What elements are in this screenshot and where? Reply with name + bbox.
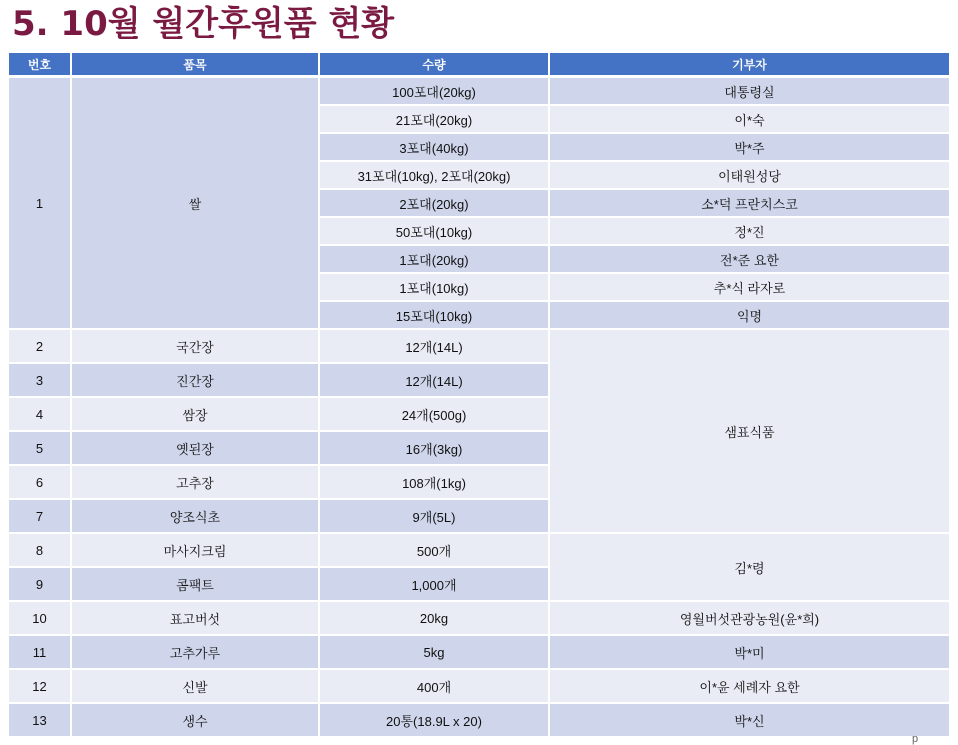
cell-item: 옛된장 (72, 432, 320, 466)
cell-number: 11 (9, 636, 72, 670)
cell-item: 쌈장 (72, 398, 320, 432)
cell-item: 생수 (72, 704, 320, 738)
cell-quantity: 12개(14L) (320, 364, 550, 398)
cell-donor: 박*미 (550, 636, 949, 670)
table-row (9, 636, 949, 670)
cell-number: 9 (9, 568, 72, 602)
cell-donor: 박*신 (550, 704, 949, 738)
cell-quantity: 20통(18.9L x 20) (320, 704, 550, 738)
cell-number: 12 (9, 670, 72, 704)
cell-item: 고추장 (72, 466, 320, 500)
cell-quantity: 20kg (320, 602, 550, 636)
cell-donor: 김*령 (550, 534, 949, 602)
cell-quantity: 15포대(10kg) (320, 302, 550, 330)
header-number: 번호 (9, 53, 72, 78)
cell-quantity: 500개 (320, 534, 550, 568)
cell-number: 10 (9, 602, 72, 636)
header-donor: 기부자 (550, 53, 949, 78)
cell-quantity: 31포대(10kg), 2포대(20kg) (320, 162, 550, 190)
cell-quantity: 1포대(10kg) (320, 274, 550, 302)
cell-quantity: 400개 (320, 670, 550, 704)
cell-quantity: 1,000개 (320, 568, 550, 602)
cell-donor: 전*준 요한 (550, 246, 949, 274)
table-header-row (9, 53, 949, 78)
cell-item: 표고버섯 (72, 602, 320, 636)
cell-number: 4 (9, 398, 72, 432)
cell-quantity: 16개(3kg) (320, 432, 550, 466)
cell-donor: 정*진 (550, 218, 949, 246)
cell-quantity: 50포대(10kg) (320, 218, 550, 246)
cell-number: 5 (9, 432, 72, 466)
cell-quantity: 24개(500g) (320, 398, 550, 432)
header-item: 품목 (72, 53, 320, 78)
cell-item: 콤팩트 (72, 568, 320, 602)
cell-number: 2 (9, 330, 72, 364)
cell-quantity: 5kg (320, 636, 550, 670)
page-corner-mark: p (912, 733, 919, 745)
cell-quantity: 21포대(20kg) (320, 106, 550, 134)
cell-donor: 추*식 라자로 (550, 274, 949, 302)
donations-table (9, 53, 949, 738)
table-row (9, 602, 949, 636)
cell-donor: 박*주 (550, 134, 949, 162)
cell-item: 국간장 (72, 330, 320, 364)
cell-quantity: 100포대(20kg) (320, 78, 550, 106)
cell-donor: 이태원성당 (550, 162, 949, 190)
cell-item: 진간장 (72, 364, 320, 398)
cell-quantity: 3포대(40kg) (320, 134, 550, 162)
cell-number: 13 (9, 704, 72, 738)
cell-donor: 익명 (550, 302, 949, 330)
cell-item: 마사지크림 (72, 534, 320, 568)
table-row (9, 670, 949, 704)
table-row (9, 704, 949, 738)
page-title: 5. 10월 월간후원품 현황 (12, 4, 395, 44)
cell-number: 6 (9, 466, 72, 500)
cell-item: 고추가루 (72, 636, 320, 670)
cell-item: 신발 (72, 670, 320, 704)
table-row (9, 534, 949, 568)
cell-item: 쌀 (72, 78, 320, 330)
cell-donor: 샘표식품 (550, 330, 949, 534)
cell-number: 1 (9, 78, 72, 330)
table-row (9, 78, 949, 106)
cell-item: 양조식초 (72, 500, 320, 534)
cell-number: 8 (9, 534, 72, 568)
cell-donor: 이*숙 (550, 106, 949, 134)
cell-donor: 소*덕 프란치스코 (550, 190, 949, 218)
cell-number: 7 (9, 500, 72, 534)
cell-quantity: 9개(5L) (320, 500, 550, 534)
header-quantity: 수량 (320, 53, 550, 78)
table-row (9, 330, 949, 364)
cell-quantity: 108개(1kg) (320, 466, 550, 500)
cell-donor: 영월버섯관광농원(윤*희) (550, 602, 949, 636)
cell-donor: 이*윤 세례자 요한 (550, 670, 949, 704)
cell-quantity: 2포대(20kg) (320, 190, 550, 218)
cell-quantity: 1포대(20kg) (320, 246, 550, 274)
cell-quantity: 12개(14L) (320, 330, 550, 364)
cell-donor: 대통령실 (550, 78, 949, 106)
cell-number: 3 (9, 364, 72, 398)
